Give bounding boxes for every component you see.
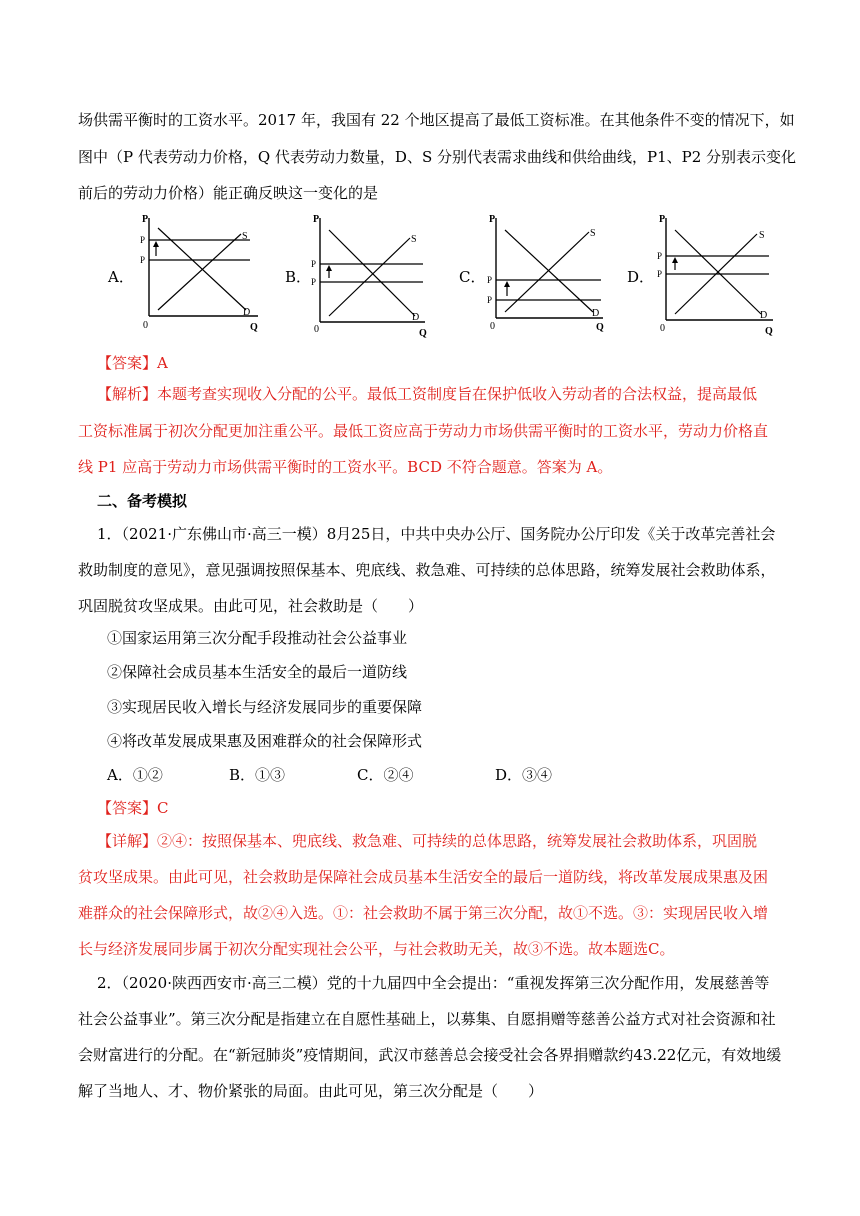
graph-option-c-label: C． — [459, 268, 486, 286]
svg-text:P: P — [311, 259, 317, 269]
svg-text:P: P — [659, 214, 666, 225]
svg-text:0: 0 — [490, 321, 495, 332]
svg-text:D: D — [760, 310, 768, 321]
q1-item-2: ②保障社会成员基本生活安全的最后一道防线 — [107, 663, 408, 681]
q1-stem-line-3: 巩固脱贫攻坚成果。由此可见，社会救助是（ ） — [78, 597, 424, 615]
svg-text:P: P — [487, 295, 493, 305]
q1-choice-b: B．①③ — [229, 766, 286, 784]
svg-text:P: P — [313, 214, 320, 225]
q1-item-1: ①国家运用第三次分配手段推动社会公益事业 — [107, 629, 408, 647]
q2-stem-line-3: 会财富进行的分配。在“新冠肺炎”疫情期间，武汉市慈善总会接受社会各界捐赠款约43.22亿元，有效地缓 — [78, 1046, 782, 1064]
svg-text:P: P — [657, 269, 663, 279]
q2-stem-line-4: 解了当地人、才、物价紧张的局面。由此可见，第三次分配是（ ） — [78, 1082, 544, 1100]
detail-2-line-2: 贫攻坚成果。由此可见，社会救助是保障社会成员基本生活安全的最后一道防线，将改革发展成果惠及困 — [78, 868, 769, 886]
svg-text:P: P — [311, 277, 317, 287]
svg-text:S: S — [411, 234, 417, 245]
question-intro-line-1: 场供需平衡时的工资水平。2017 年，我国有 22 个地区提高了最低工资标准。在其他条件不变的情况下，如 — [78, 111, 795, 129]
q1-item-4: ④将改革发展成果惠及困难群众的社会保障形式 — [107, 732, 423, 750]
q1-choice-c: C．②④ — [357, 766, 414, 784]
svg-text:P: P — [489, 214, 496, 225]
q1-stem-line-2: 救助制度的意见》，意见强调按照保基本、兜底线、救急难、可持续的总体思路，统筹发展社会救助体系， — [78, 561, 776, 579]
svg-text:0: 0 — [143, 320, 148, 331]
graph-option-b-label: B． — [285, 268, 312, 286]
svg-text:Q: Q — [765, 326, 773, 336]
svg-text:D: D — [412, 312, 420, 323]
svg-text:S: S — [759, 230, 765, 241]
q1-choice-d: D．③④ — [495, 766, 553, 784]
svg-text:Q: Q — [250, 322, 258, 332]
svg-text:0: 0 — [314, 324, 319, 335]
q2-stem-line-2: 社会公益事业”。第三次分配是指建立在自愿性基础上，以募集、自愿捐赠等慈善公益方式对社会资源和社 — [78, 1010, 776, 1028]
detail-2-line-1: 【详解】②④：按照保基本、兜底线、救急难、可持续的总体思路，统筹发展社会救助体系，巩固脱 — [97, 832, 758, 850]
analysis-1-line-2: 工资标准属于初次分配更加注重公平。最低工资应高于劳动力市场供需平衡时的工资水平，劳动力价格直 — [78, 422, 769, 440]
detail-2-line-3: 难群众的社会保障形式，故②④入选。①：社会救助不属于第三次分配，故①不选。③：实现居民收入增 — [78, 904, 769, 922]
graph-option-d-label: D． — [627, 268, 655, 286]
q1-choice-a: A．①② — [107, 766, 163, 784]
svg-text:P: P — [487, 275, 493, 285]
graph-option-a — [136, 212, 261, 336]
question-intro-line-2: 图中（P 代表劳动力价格，Q 代表劳动力数量，D、S 分别代表需求曲线和供给曲线，P1、P2 分别表示变化 — [78, 148, 797, 166]
question-intro-line-3: 前后的劳动力价格）能正确反映这一变化的是 — [78, 184, 379, 202]
q1-item-3: ③实现居民收入增长与经济发展同步的重要保障 — [107, 698, 423, 716]
q2-stem-line-1: 2．（2020·陕西西安市·高三二模）党的十九届四中全会提出：“重视发挥第三次分配作用，发展慈善等 — [97, 974, 770, 992]
svg-text:Q: Q — [419, 328, 427, 338]
analysis-1-line-3: 线 P1 应高于劳动力市场供需平衡时的工资水平。BCD 不符合题意。答案为 A。 — [78, 458, 613, 476]
section-title: 二、备考模拟 — [97, 492, 188, 510]
graph-option-b — [307, 212, 432, 342]
answer-2: 【答案】C — [97, 799, 169, 817]
svg-text:D: D — [592, 308, 600, 319]
graph-option-a-label: A． — [108, 268, 134, 286]
graph-option-c — [483, 212, 608, 336]
svg-text:Q: Q — [596, 322, 604, 332]
graph-option-d — [653, 212, 778, 340]
svg-text:P: P — [657, 251, 663, 261]
svg-text:P: P — [142, 214, 149, 225]
svg-text:P: P — [140, 235, 146, 245]
answer-1: 【答案】A — [97, 354, 168, 372]
svg-text:D: D — [243, 307, 251, 318]
svg-text:S: S — [590, 228, 596, 239]
svg-text:P: P — [140, 255, 146, 265]
svg-text:0: 0 — [660, 323, 665, 334]
analysis-1-line-1: 【解析】本题考查实现收入分配的公平。最低工资制度旨在保护低收入劳动者的合法权益，提高最低 — [97, 385, 758, 403]
svg-text:S: S — [242, 231, 248, 242]
detail-2-line-4: 长与经济发展同步属于初次分配实现社会公平，与社会救助无关，故③不选。故本题选C。 — [78, 940, 675, 958]
q1-stem-line-1: 1．（2021·广东佛山市·高三一模）8月25日，中共中央办公厅、国务院办公厅印发《关于改革完善社会 — [97, 525, 776, 543]
